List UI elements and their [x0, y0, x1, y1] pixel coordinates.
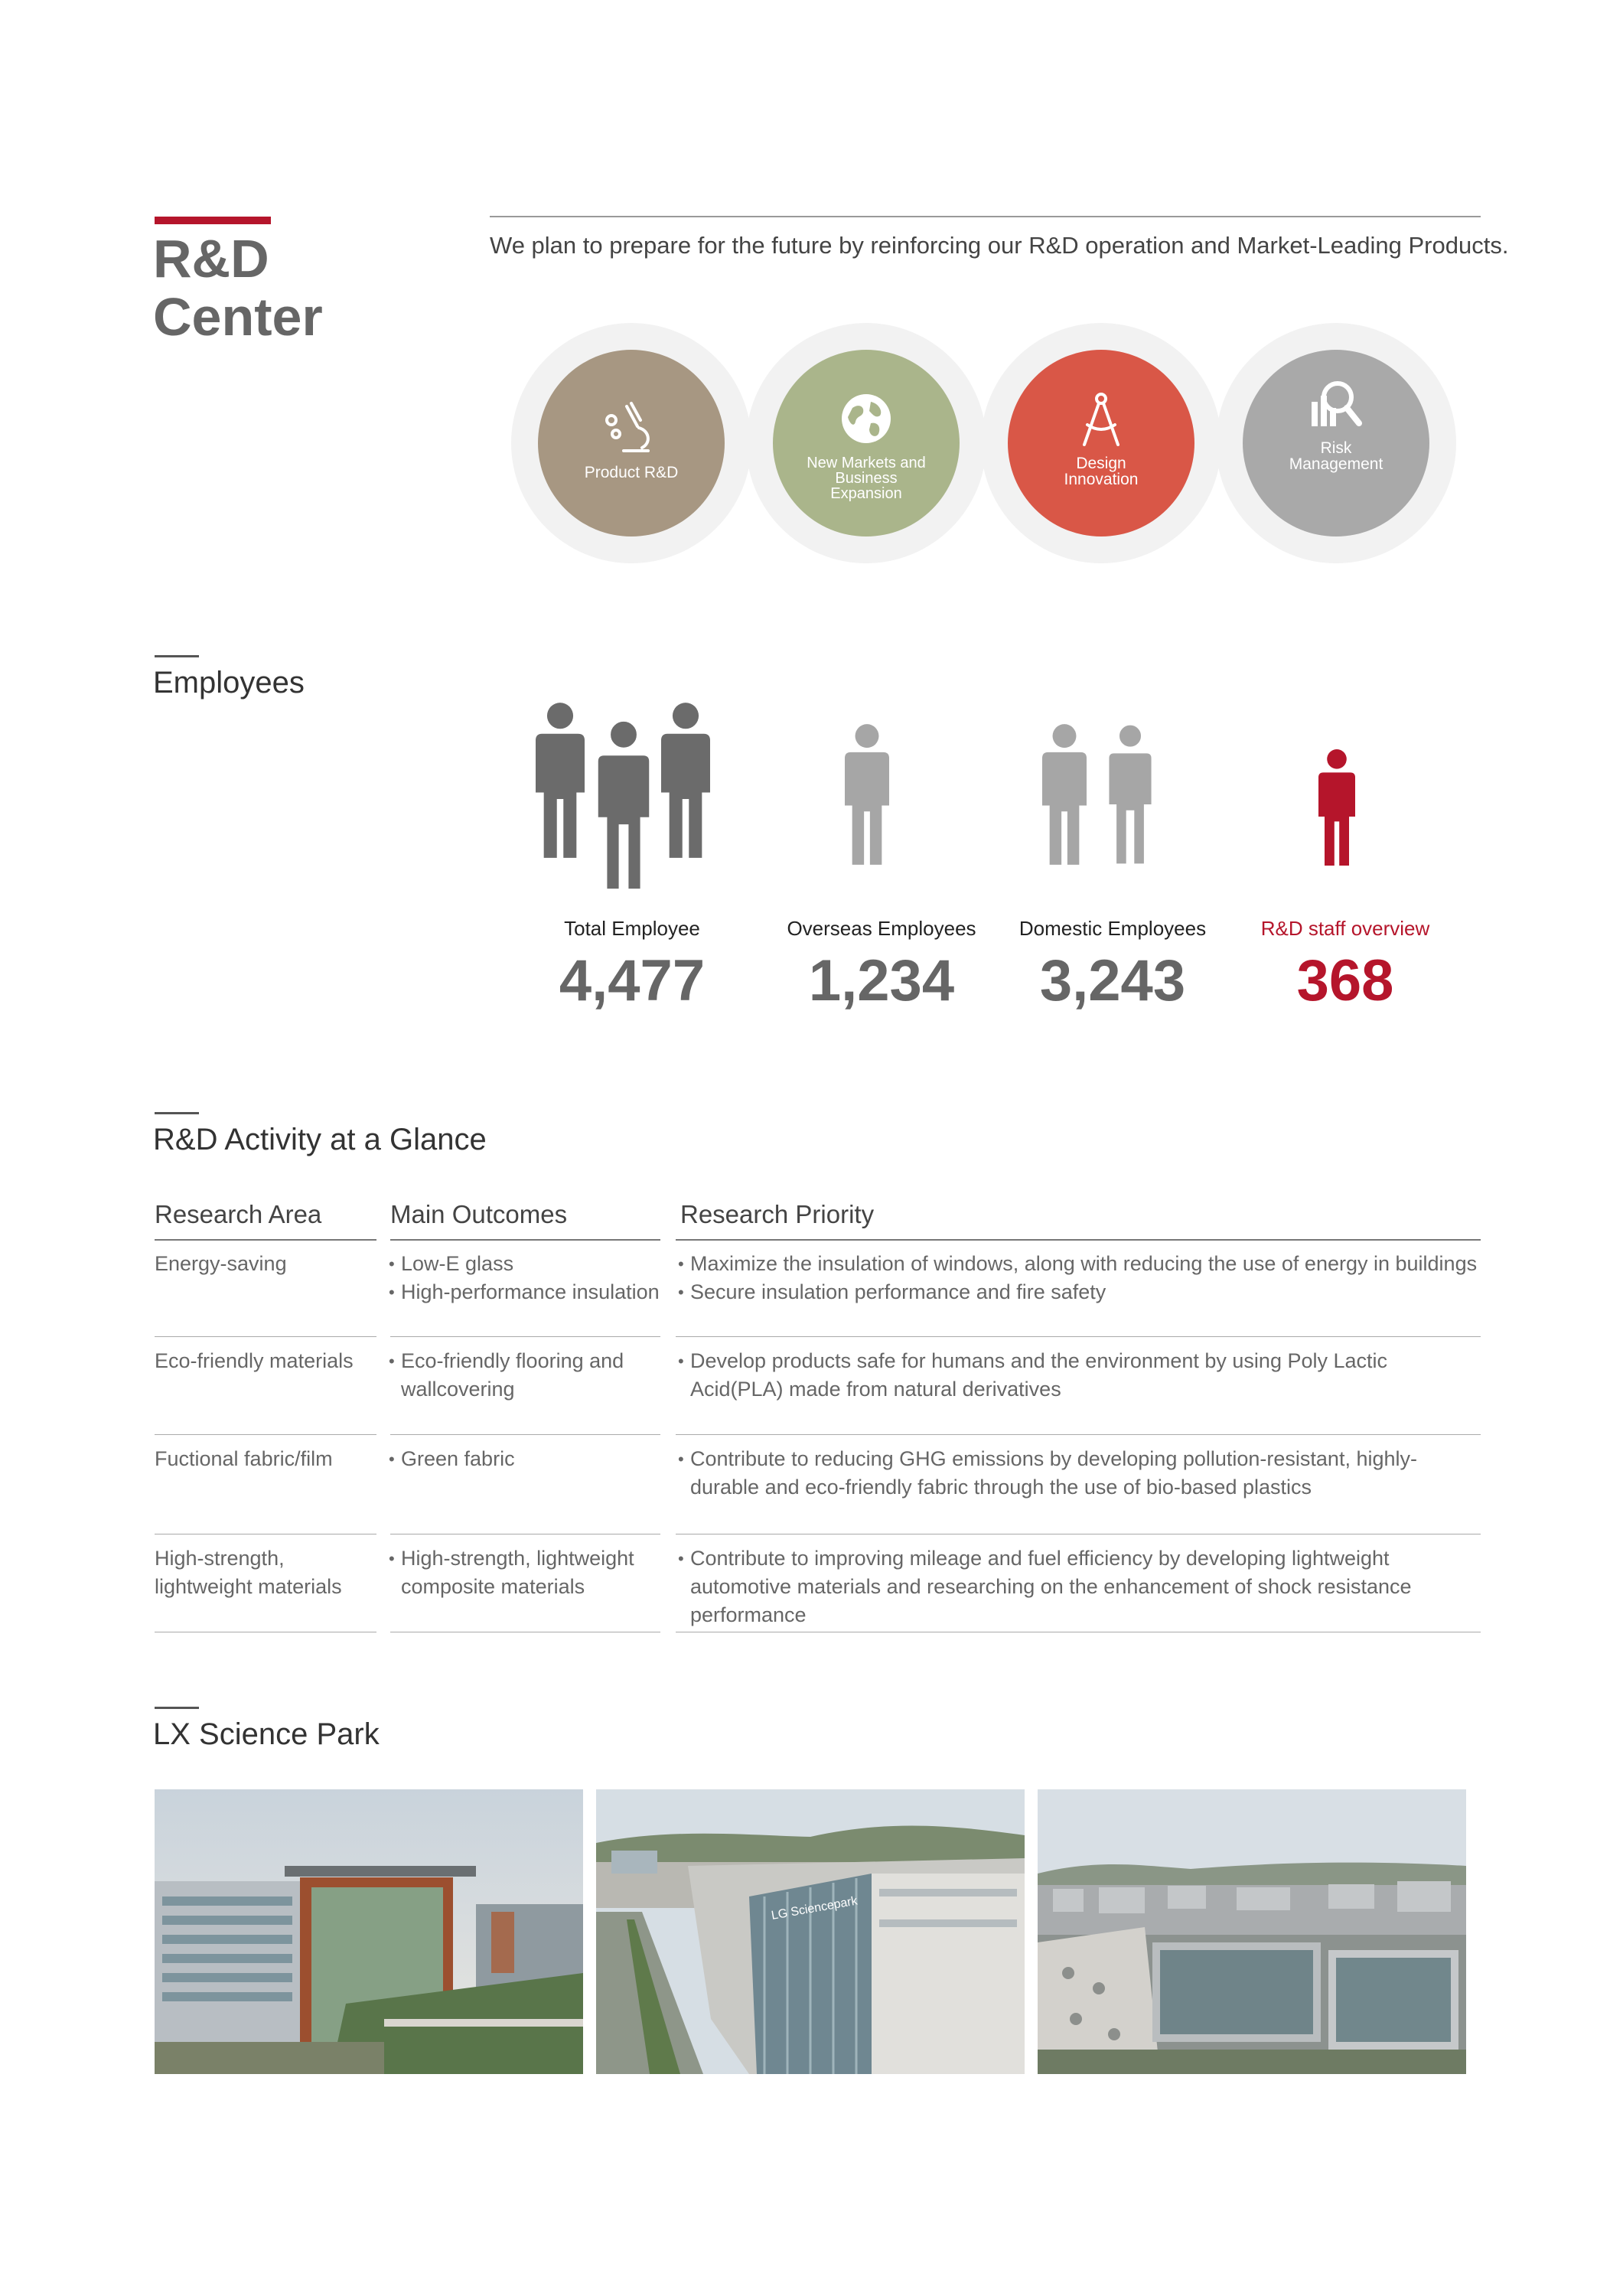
focus-circle-inner — [773, 350, 960, 536]
stat-value-overseas: 1,234 — [808, 948, 955, 1013]
building-sign-text: LG Sciencepark — [770, 1894, 859, 1923]
row-priority — [678, 1347, 1481, 1404]
stat-label-domestic: Domestic Employees — [1018, 917, 1207, 940]
science-park-photo-1 — [155, 1789, 583, 2074]
outcome-item: • Green fabric — [389, 1445, 657, 1473]
row-area: Eco-friendly materials — [155, 1349, 354, 1372]
outcome-item: • Low-E glass — [389, 1250, 672, 1278]
section-rule — [155, 1112, 199, 1114]
magnifier-chart-icon — [1305, 373, 1367, 434]
section-rule — [155, 655, 199, 657]
stat-label-rd: R&D staff overview — [1260, 917, 1430, 940]
stat-value-rd: 368 — [1296, 948, 1394, 1013]
row-priority — [678, 1445, 1481, 1502]
focus-label: Product R&D — [584, 464, 679, 481]
rd-staff-icon — [1318, 739, 1355, 876]
focus-circle-inner — [1243, 350, 1429, 536]
row-area — [155, 1544, 384, 1601]
header-main-outcomes: Main Outcomes — [390, 1200, 568, 1228]
activity-title: R&D Activity at a Glance — [153, 1123, 487, 1156]
priority-item: • Contribute to improving mileage and fuel efficiency by developing lightweight automotive materials and researching on the enhancement of shock resistance performance — [678, 1544, 1483, 1629]
person-icon — [1108, 713, 1152, 876]
header-rule — [676, 1239, 1481, 1241]
area-line: High-strength, — [155, 1547, 285, 1570]
row-rule — [155, 1336, 376, 1337]
stat-label-overseas: Overseas Employees — [787, 917, 976, 940]
intro-text: We plan to prepare for the future by reinforcing our R&D operation and Market-Leading Products. — [490, 232, 1509, 259]
focus-label: New Markets and Business Expansion — [807, 455, 926, 502]
photo-illustration — [155, 1789, 583, 2074]
priority-item: • Secure insulation performance and fire safety — [678, 1278, 1483, 1306]
header-rule — [390, 1239, 660, 1241]
outcome-item: • Eco-friendly flooring and wallcovering — [389, 1347, 657, 1404]
science-park-photo-2 — [596, 1789, 1025, 2074]
focus-circle-inner — [538, 350, 725, 536]
employees-title: Employees — [153, 666, 305, 700]
photo-illustration — [596, 1789, 1025, 2074]
focus-circle-product-rd — [511, 323, 751, 563]
section-rule — [155, 1707, 199, 1709]
stat-value-total: 4,477 — [559, 948, 706, 1013]
focus-label: Design Innovation — [1064, 455, 1139, 488]
overseas-employee-icon — [845, 713, 889, 876]
stat-label-total: Total Employee — [564, 917, 700, 940]
priority-item: • Maximize the insulation of windows, along with reducing the use of energy in buildings — [678, 1250, 1483, 1278]
row-outcomes — [389, 1250, 672, 1306]
person-icon — [661, 698, 710, 863]
science-park-title: LX Science Park — [153, 1717, 380, 1751]
intro-rule — [490, 216, 1481, 217]
domestic-employee-icon — [1042, 713, 1180, 878]
stat-value-domestic: 3,243 — [1039, 948, 1186, 1013]
row-rule — [155, 1434, 376, 1435]
row-outcomes — [389, 1347, 657, 1404]
title-accent-bar — [155, 217, 271, 224]
photo-illustration — [1038, 1789, 1466, 2074]
outcome-item: • High-performance insulation — [389, 1278, 672, 1306]
person-icon — [536, 698, 585, 863]
header-research-area: Research Area — [155, 1200, 322, 1228]
focus-circle-risk — [1216, 323, 1456, 563]
row-rule — [390, 1336, 660, 1337]
header-rule — [155, 1239, 376, 1241]
row-rule — [390, 1434, 660, 1435]
compass-icon — [1071, 388, 1132, 449]
focus-circle-inner — [1008, 350, 1194, 536]
row-priority — [678, 1544, 1483, 1629]
priority-item: • Develop products safe for humans and the environment by using Poly Lactic Acid(PLA) made from natural derivatives — [678, 1347, 1481, 1404]
globe-icon — [836, 388, 897, 449]
focus-circle-new-markets — [746, 323, 986, 563]
outcome-item: • High-strength, lightweight composite materials — [389, 1544, 657, 1601]
focus-label: Risk Management — [1289, 439, 1383, 473]
focus-circle-design — [981, 323, 1221, 563]
row-area: Fuctional fabric/film — [155, 1447, 333, 1470]
row-outcomes — [389, 1544, 657, 1601]
person-icon — [597, 715, 650, 895]
area-line: lightweight materials — [155, 1575, 342, 1598]
total-employee-icon — [536, 698, 735, 885]
row-priority — [678, 1250, 1483, 1306]
row-outcomes — [389, 1445, 657, 1473]
header-research-priority: Research Priority — [680, 1200, 875, 1228]
person-icon — [1042, 713, 1087, 876]
microscope-icon — [601, 397, 662, 458]
page-title: R&D Center — [153, 229, 323, 347]
science-park-photo-3 — [1038, 1789, 1466, 2074]
priority-item: • Contribute to reducing GHG emissions by developing pollution-resistant, highly-durable and eco-friendly fabric through the use of bio-based plastics — [678, 1445, 1481, 1502]
row-rule — [676, 1336, 1481, 1337]
row-area: Energy-saving — [155, 1252, 287, 1275]
row-rule — [676, 1434, 1481, 1435]
